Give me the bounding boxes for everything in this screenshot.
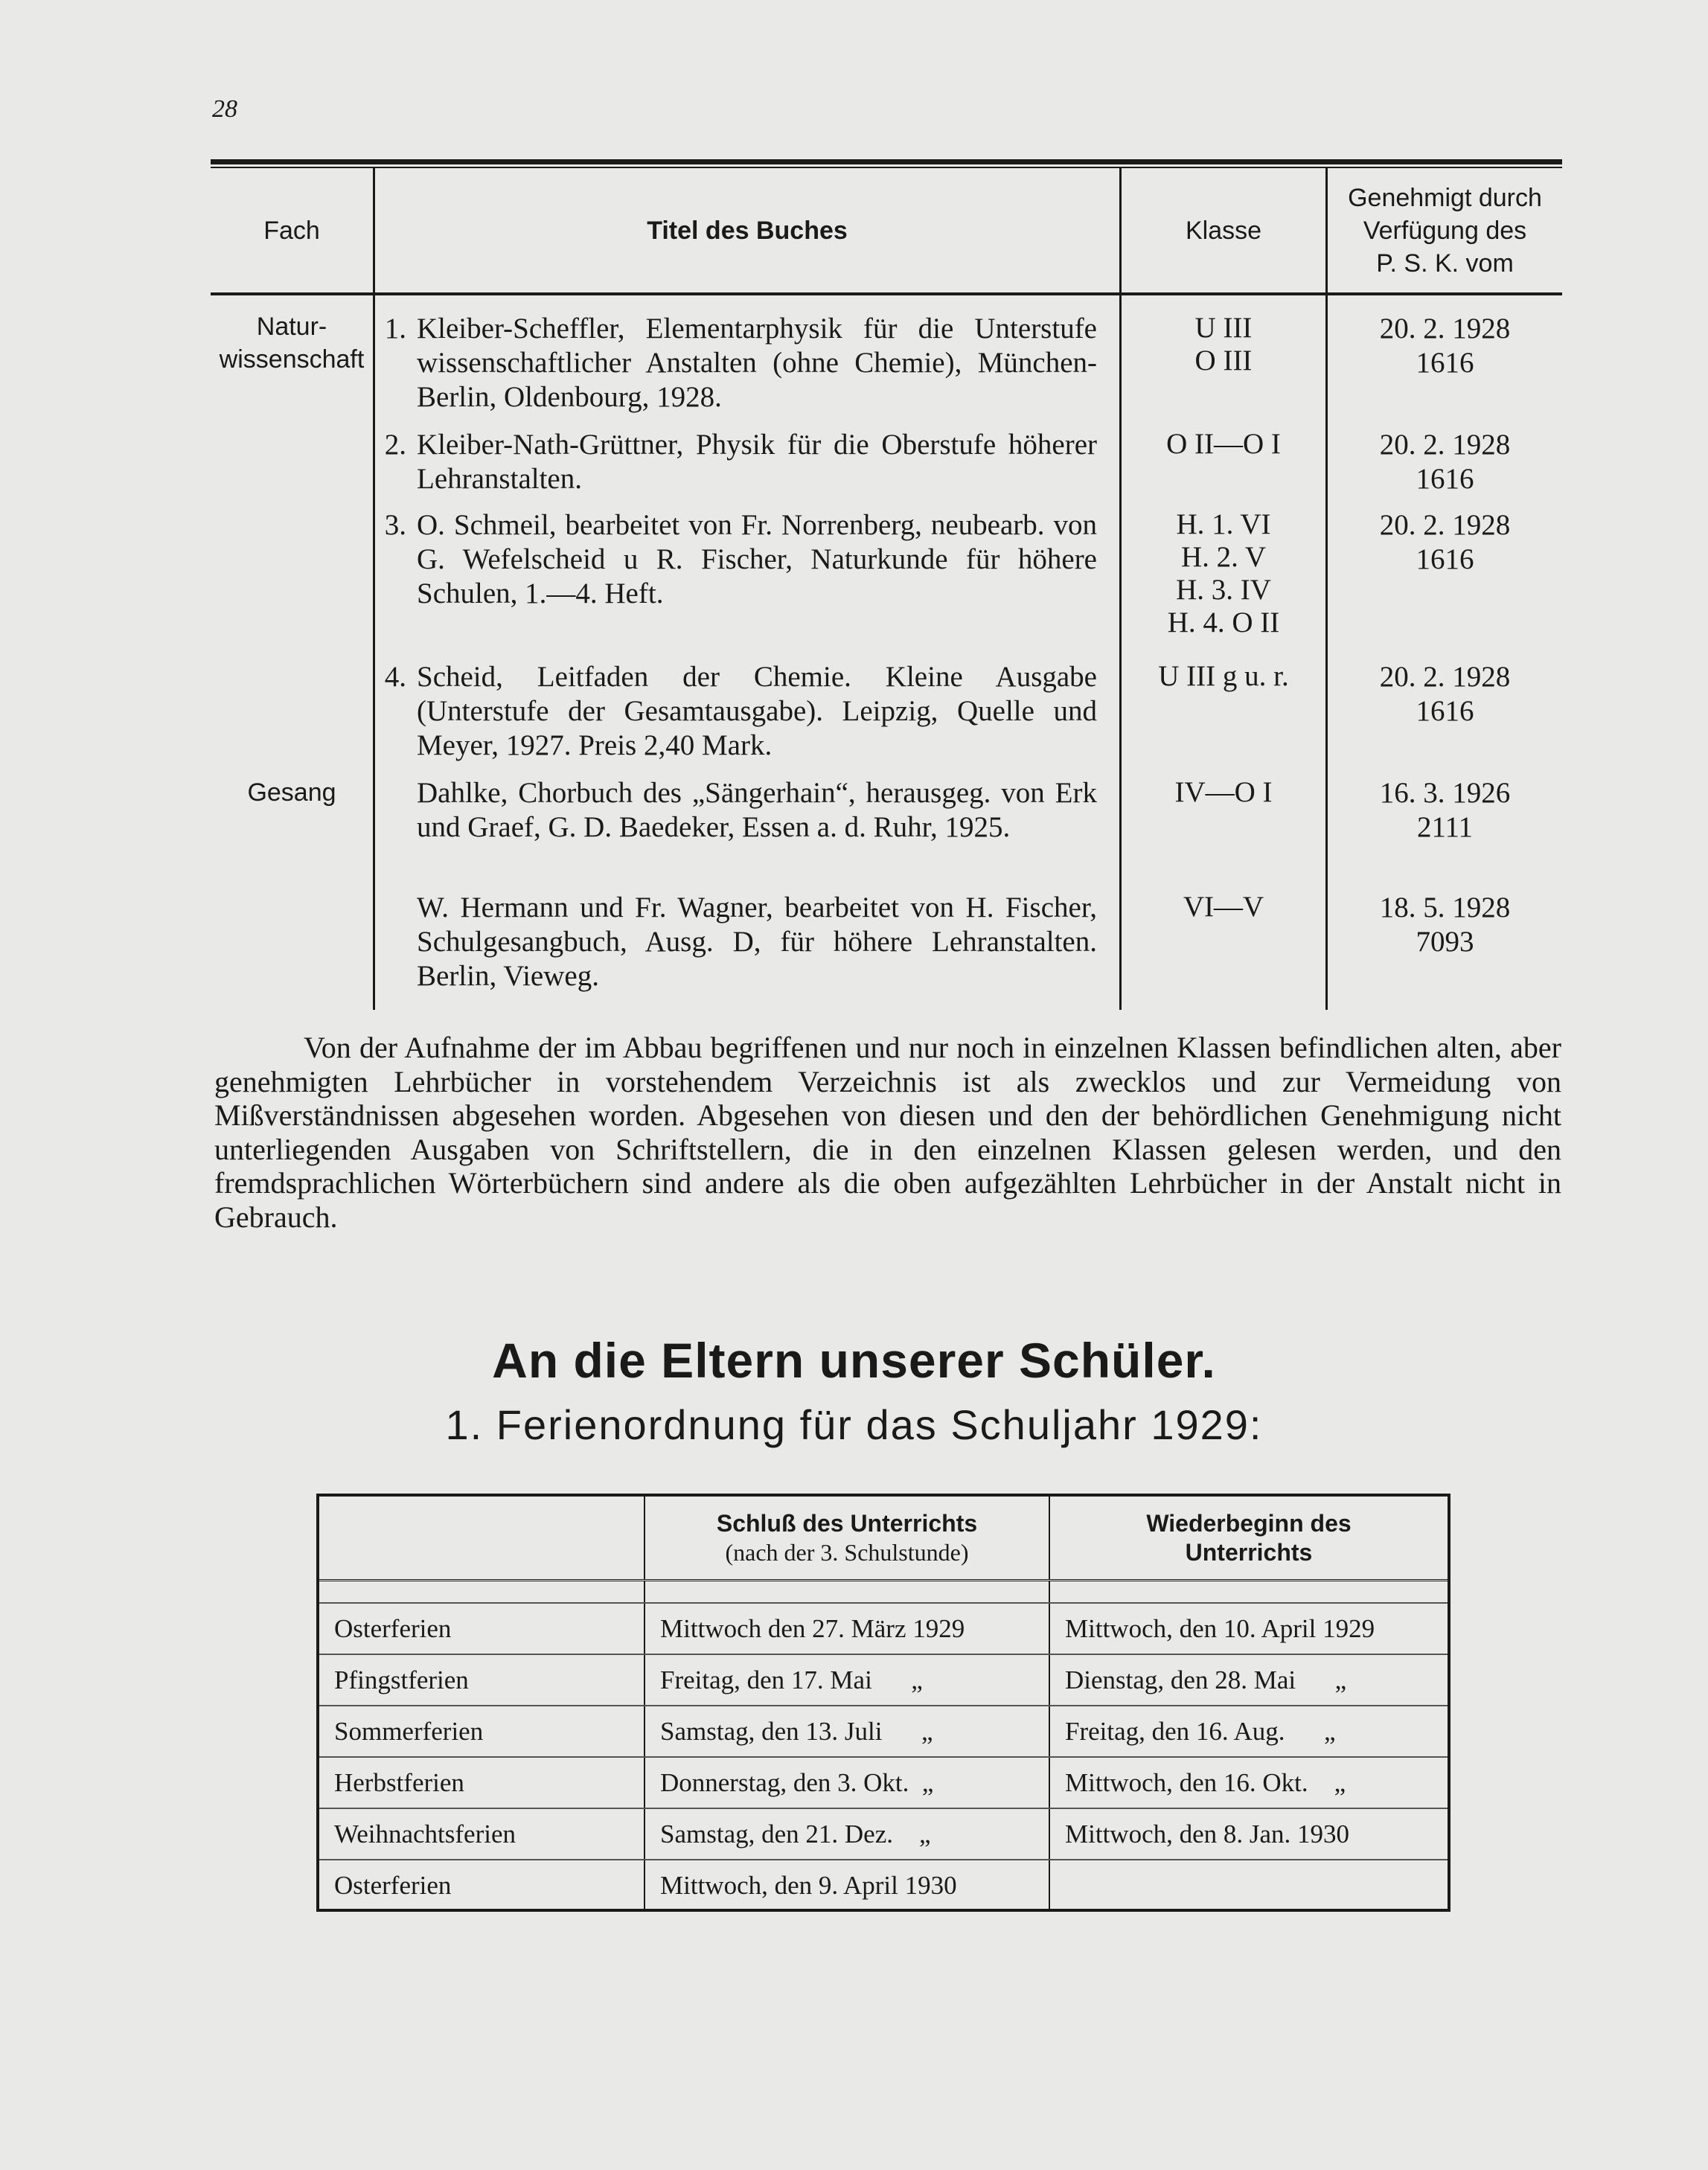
entry-title: Kleiber-Scheffler, Elementarphysik für die Unterstufe wissenschaftlicher Anstalten (ohne Chemie), München-Berlin, Oldenbourg, 1928.	[417, 313, 1097, 413]
entry-approval	[1328, 428, 1562, 496]
book-entry	[375, 428, 1097, 496]
textbook-table-body	[211, 295, 1562, 1010]
approval-number: 1616	[1416, 695, 1474, 727]
header-schluss-line1: Schluß des Unterrichts	[716, 1509, 978, 1537]
titel-column	[373, 295, 1119, 1010]
table-row	[319, 1604, 1448, 1654]
header-wieder-line1: Wiederbeginn des	[1146, 1509, 1352, 1537]
fach-column	[211, 295, 373, 1010]
entry-title: O. Schmeil, bearbeitet von Fr. Norrenberg, neubearb. von G. Wefelscheid u R. Fischer, Naturkunde für höhere Schulen, 1.—4. Heft.	[417, 509, 1097, 609]
approval-date: 18. 5. 1928	[1379, 892, 1511, 924]
holiday-resume: Mittwoch, den 10. April 1929	[1049, 1604, 1448, 1654]
holiday-resume: Freitag, den 16. Aug. „	[1049, 1706, 1448, 1756]
entry-title: Dahlke, Chorbuch des „Sängerhain“, herausgeg. von Erk und Graef, G. D. Baedeker, Essen a. d. Ruhr, 1925.	[417, 777, 1097, 843]
section-heading: An die Eltern unserer Schüler.	[492, 1333, 1216, 1388]
holiday-name: Sommerferien	[334, 1716, 484, 1746]
entry-klasse: U III O III	[1194, 312, 1253, 377]
header-genehmigt-line2: Verfügung des	[1363, 216, 1527, 245]
holiday-end: Samstag, den 21. Dez. „	[644, 1809, 1049, 1859]
header-genehmigt	[1325, 168, 1562, 292]
section-subheading: 1. Ferienordnung für das Schuljahr 1929:	[445, 1401, 1263, 1448]
header-schluss-line2: (nach der 3. Schulstunde)	[725, 1538, 969, 1566]
entry-title: Scheid, Leitfaden der Chemie. Kleine Ausgabe (Unterstufe der Gesamtausgabe). Leipzig, Quelle und Meyer, 1927. Preis 2,40 Mark.	[417, 661, 1097, 761]
approval-date: 20. 2. 1928	[1379, 661, 1511, 693]
page-number: 28	[212, 95, 237, 123]
textbook-table-header	[211, 168, 1562, 295]
table-row	[319, 1705, 1448, 1756]
holiday-resume	[1049, 1860, 1448, 1910]
approval-number: 2111	[1416, 811, 1474, 843]
holiday-end: Donnerstag, den 3. Okt. „	[644, 1758, 1049, 1808]
entry-approval	[1328, 508, 1562, 577]
header-klasse: Klasse	[1119, 168, 1325, 292]
fach-line: wissenschaft	[219, 345, 365, 374]
book-entry	[375, 312, 1097, 415]
entry-approval	[1328, 660, 1562, 729]
approval-date: 20. 2. 1928	[1379, 313, 1511, 345]
approval-number: 7093	[1416, 926, 1474, 958]
book-entry	[375, 891, 1097, 993]
entry-klasse: U III g u. r.	[1158, 660, 1289, 692]
holiday-resume: Mittwoch, den 16. Okt. „	[1049, 1758, 1448, 1808]
holiday-name: Herbstferien	[334, 1767, 464, 1797]
table-row	[319, 1808, 1448, 1859]
approval-number: 1616	[1416, 463, 1474, 495]
entry-approval	[1328, 891, 1562, 959]
approval-date: 20. 2. 1928	[1379, 429, 1511, 461]
holiday-name: Weihnachtsferien	[334, 1819, 516, 1849]
entry-number: 4.	[384, 661, 406, 693]
header-wieder	[1049, 1497, 1448, 1579]
entry-approval	[1328, 776, 1562, 845]
genehmigt-column	[1325, 295, 1562, 1010]
holiday-end: Mittwoch, den 9. April 1930	[644, 1860, 1049, 1910]
fach-gesang	[211, 776, 373, 809]
table-row	[319, 1654, 1448, 1705]
holiday-name: Pfingstferien	[334, 1665, 469, 1694]
klasse-column	[1119, 295, 1325, 1010]
holiday-name: Osterferien	[334, 1870, 452, 1900]
holiday-end: Freitag, den 17. Mai „	[644, 1655, 1049, 1705]
entry-klasse: O II—O I	[1166, 428, 1281, 460]
approval-number: 1616	[1416, 347, 1474, 379]
approval-number: 1616	[1416, 543, 1474, 575]
table-top-rule	[211, 159, 1562, 164]
entry-number: 2.	[384, 429, 406, 461]
header-fach: Fach	[263, 216, 320, 245]
holiday-table-header	[319, 1497, 1448, 1581]
approval-date: 20. 2. 1928	[1379, 509, 1511, 541]
book-entry	[375, 776, 1097, 845]
book-entry	[375, 508, 1097, 611]
header-empty	[319, 1497, 644, 1579]
entry-approval	[1328, 312, 1562, 380]
header-genehmigt-line1: Genehmigt durch	[1348, 183, 1542, 212]
holiday-table-gap	[319, 1581, 1448, 1604]
entry-title: Kleiber-Nath-Grüttner, Physik für die Oberstufe höherer Lehranstalten.	[417, 429, 1097, 495]
holiday-resume: Dienstag, den 28. Mai „	[1049, 1655, 1448, 1705]
body-paragraph: Von der Aufnahme der im Abbau begriffenen und nur noch in einzelnen Klassen befindlichen alten, aber genehmigten Lehrbücher in vorstehendem Verzeichnis ist als zwecklos und zur Vermeidung von Mißverständnissen abgesehen worden. Abgesehen von diesen und den der behördlichen Genehmigung nicht unterliegenden Ausgaben von Schriftstellern, die in den einzelnen Klassen gelesen werden, und den fremdsprachlichen Wörterbüchern sind andere als die oben aufgezählten Lehrbücher in der Anstalt nicht in Gebrauch.	[214, 1031, 1561, 1234]
fach-line: Natur-	[256, 313, 327, 341]
holiday-end: Samstag, den 13. Juli „	[644, 1706, 1049, 1756]
book-entry	[375, 660, 1097, 763]
header-genehmigt-line3: P. S. K. vom	[1376, 249, 1514, 278]
holiday-resume: Mittwoch, den 8. Jan. 1930	[1049, 1809, 1448, 1859]
holiday-table	[316, 1494, 1450, 1912]
entry-klasse: VI—V	[1183, 891, 1264, 923]
holiday-end: Mittwoch den 27. März 1929	[644, 1604, 1049, 1654]
table-row	[319, 1859, 1448, 1910]
header-titel: Titel des Buches	[373, 168, 1119, 292]
header-schluss	[644, 1497, 1049, 1579]
entry-klasse: H. 1. VI H. 2. V H. 3. IV H. 4. O II	[1167, 508, 1280, 638]
fach-naturwissenschaft	[211, 310, 373, 376]
holiday-name: Osterferien	[334, 1613, 452, 1643]
entry-title: W. Hermann und Fr. Wagner, bearbeitet von H. Fischer, Schulgesangbuch, Ausg. D, für höhere Lehranstalten. Berlin, Vieweg.	[417, 892, 1097, 992]
entry-number: 3.	[384, 509, 406, 541]
entry-klasse: IV—O I	[1174, 776, 1273, 808]
fach-line: Gesang	[247, 778, 336, 807]
textbook-table	[211, 159, 1562, 1010]
entry-number	[375, 776, 417, 845]
approval-date: 16. 3. 1926	[1379, 777, 1511, 809]
entry-number	[375, 891, 417, 993]
header-wieder-line2: Unterrichts	[1185, 1538, 1313, 1566]
table-row	[319, 1756, 1448, 1808]
entry-number: 1.	[384, 313, 406, 345]
